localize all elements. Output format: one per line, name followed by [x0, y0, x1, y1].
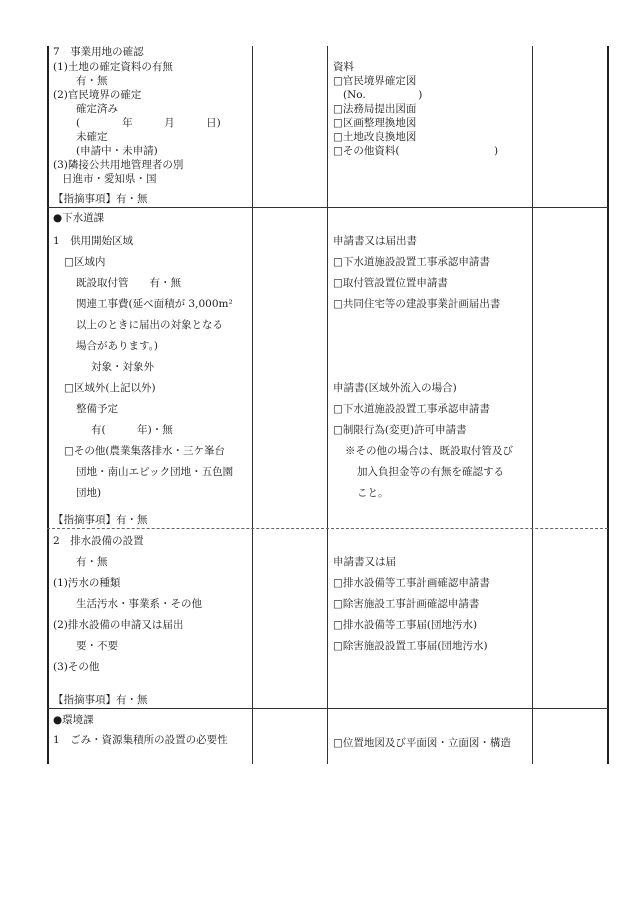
- question: (3)隣接公共用地管理者の別: [53, 159, 184, 171]
- answer-options: 要・不要: [76, 640, 118, 652]
- doc-checkbox: □下水道施設設置工事承認申請書: [333, 256, 490, 268]
- docs-heading: 資料: [333, 61, 354, 73]
- remark-note: こと。: [357, 487, 389, 499]
- doc-checkbox: □除害施設工事計画確認申請書: [333, 598, 480, 610]
- row-separator: [47, 207, 608, 208]
- department-heading: ●環境課: [53, 714, 94, 726]
- item-title: 1 ごみ・資源集積所の設置の必要性: [53, 734, 228, 746]
- table-right-border: [607, 46, 609, 764]
- doc-checkbox: □下水道施設設置工事承認申請書: [333, 403, 490, 415]
- doc-checkbox: □共同住宅等の建設事業計画届出書: [333, 298, 501, 310]
- row-separator: [47, 708, 608, 709]
- answer-status: (申請中・未申請): [76, 145, 158, 157]
- item-title: 2 排水設備の設置: [53, 535, 144, 547]
- item-title: 1 供用開始区域: [53, 235, 134, 247]
- answer-option: 未確定: [76, 131, 108, 143]
- question: (3)その他: [53, 661, 100, 673]
- date-field: ( 年 月 日): [76, 117, 221, 129]
- column-divider: [327, 46, 328, 764]
- related-cost: 以上のときに届出の対象となる: [76, 319, 223, 331]
- area-checkbox: □その他(農業集落排水・三ケ峯台: [64, 445, 226, 457]
- department-heading: ●下水道課: [53, 212, 105, 224]
- doc-checkbox: □区画整理換地図: [333, 117, 417, 129]
- row-separator: [47, 528, 608, 529]
- docs-heading: 申請書又は届出書: [333, 235, 417, 247]
- question: (1)土地の確定資料の有無: [53, 61, 173, 73]
- docs-heading: 申請書又は届: [333, 556, 396, 568]
- column-divider: [532, 46, 533, 764]
- remarks-line: 【指摘事項】有・無: [53, 514, 148, 526]
- answer-options: 有・無: [76, 556, 108, 568]
- doc-checkbox: □法務局提出図面: [333, 103, 417, 115]
- question: (2)官民境界の確定: [53, 89, 142, 101]
- doc-checkbox: □官民境界確定図: [333, 75, 417, 87]
- answer-option: 確定済み: [76, 103, 118, 115]
- doc-checkbox: □その他資料( ): [333, 145, 499, 157]
- doc-checkbox: □土地改良換地図: [333, 131, 417, 143]
- answer-options: 有・無: [76, 75, 108, 87]
- doc-checkbox: □排水設備等工事届(団地汚水): [333, 619, 478, 631]
- column-divider: [252, 46, 253, 764]
- doc-number: (No. ): [343, 89, 423, 101]
- plan-label: 整備予定: [76, 403, 118, 415]
- docs-heading: 申請書(区域外流入の場合): [333, 382, 457, 394]
- section-title: 7 事業用地の確認: [53, 46, 144, 58]
- remarks-line: 【指摘事項】有・無: [53, 694, 148, 706]
- related-cost: 関連工事費(延べ面積が 3,000m²: [76, 298, 233, 310]
- area-checkbox: □区域外(上記以外): [64, 382, 156, 394]
- area-detail: 団地・南山エピック団地・五色園: [76, 466, 234, 478]
- answer-options: 有( 年)・無: [91, 424, 173, 436]
- answer-options: 日進市・愛知県・国: [62, 173, 157, 185]
- doc-checkbox: □排水設備等工事計画確認申請書: [333, 577, 490, 589]
- table-left-border: [47, 46, 49, 764]
- doc-checkbox: □取付管設置位置申請書: [333, 277, 448, 289]
- doc-checkbox: □除害施設設置工事届(団地汚水): [333, 640, 488, 652]
- question: (1)汚水の種類: [53, 577, 121, 589]
- answer-options: 生活汚水・事業系・その他: [76, 598, 202, 610]
- remark-note: ※その他の場合は、既設取付管及び: [345, 445, 513, 457]
- related-cost: 場合があります。): [76, 340, 159, 352]
- doc-checkbox: □制限行為(変更)許可申請書: [333, 424, 467, 436]
- area-checkbox: □区域内: [64, 256, 106, 268]
- answer-options: 対象・対象外: [91, 361, 154, 373]
- remarks-line: 【指摘事項】有・無: [53, 193, 148, 205]
- doc-checkbox: □位置地図及び平面図・立面図・構造: [333, 737, 511, 749]
- remark-note: 加入負担金等の有無を確認する: [357, 466, 504, 478]
- area-detail: 団地): [76, 487, 102, 499]
- existing-pipe: 既設取付管 有・無: [76, 277, 181, 289]
- question: (2)排水設備の申請又は届出: [53, 619, 184, 631]
